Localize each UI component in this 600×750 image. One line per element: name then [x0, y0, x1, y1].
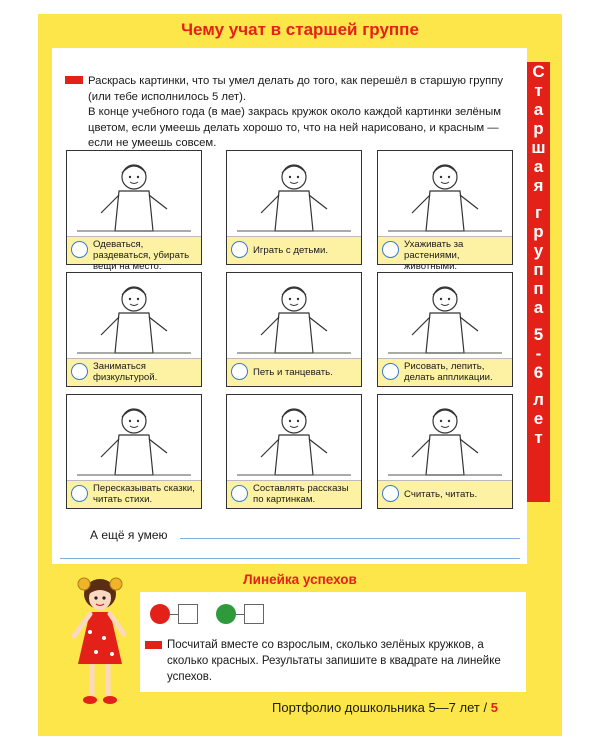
skill-caption: [378, 236, 512, 272]
skill-card: [226, 394, 362, 509]
skill-card: [66, 394, 202, 509]
color-circle[interactable]: [231, 363, 248, 380]
skill-card: [66, 150, 202, 272]
color-circle[interactable]: [382, 485, 399, 502]
skill-caption-text: Играть с детьми.: [253, 245, 329, 256]
playing-ball-icon: [227, 151, 361, 237]
color-circle[interactable]: [71, 241, 88, 258]
skill-caption-text: Заниматься физкультурой.: [93, 361, 158, 383]
color-circle[interactable]: [71, 485, 88, 502]
dog-walking-icon: [378, 151, 512, 237]
skill-caption: [67, 358, 201, 386]
skill-card: [66, 272, 202, 387]
writing-line-1[interactable]: [180, 538, 520, 539]
more-skills-label: А ещё я умею: [90, 528, 168, 542]
red-circle-icon: [150, 604, 170, 624]
page-title: Чему учат в старшей группе: [181, 20, 419, 39]
connector-line: [170, 614, 178, 615]
connector-line: [236, 614, 244, 615]
red-count-box[interactable]: [178, 604, 198, 624]
gymnastics-icon: [67, 273, 201, 359]
success-text-marker: [145, 641, 162, 649]
skill-caption-text: Составлять рассказы по картинкам.: [253, 483, 349, 505]
success-ruler-title: Линейка успехов: [243, 572, 357, 587]
color-circle[interactable]: [382, 241, 399, 258]
skill-caption-text: Пересказывать сказки, читать стихи.: [93, 483, 195, 505]
skill-caption: [227, 236, 361, 264]
skill-caption: [378, 358, 512, 386]
skill-card: [226, 150, 362, 265]
skill-caption-text: Рисовать, лепить, делать аппликации.: [404, 361, 493, 383]
side-tab: [527, 62, 550, 502]
side-tab-label: С т а р ш а я г р у п п а 5 - 6 л е т: [531, 62, 546, 447]
instructions-paragraph-2: В конце учебного года (в мае) закрась кружок около каждой картинки зелёным цветом, если умеешь делать хорошо то, что на ней нарисовано, и красным — если не умеешь совсем.: [88, 106, 501, 149]
drawing-table-icon: [227, 395, 361, 481]
skill-card: [226, 272, 362, 387]
skill-card: [377, 272, 513, 387]
green-circle-icon: [216, 604, 236, 624]
skill-caption-text: Петь и танцевать.: [253, 367, 333, 378]
color-circle[interactable]: [71, 363, 88, 380]
skill-caption: [227, 480, 361, 508]
instruction-marker: [65, 76, 83, 84]
skill-caption-text: Считать, читать.: [404, 489, 478, 500]
success-ruler-text: Посчитай вместе со взрослым, сколько зелёных кружков, а сколько красных. Результаты запишите в квадрате на линейке успехов.: [167, 639, 501, 683]
girl-illustration: [60, 572, 140, 712]
success-ruler: [150, 604, 270, 624]
reading-book-icon: [67, 395, 201, 481]
skill-caption: [378, 480, 512, 508]
green-count-box[interactable]: [244, 604, 264, 624]
footer-text: Портфолио дошкольника 5—7 лет /: [272, 700, 491, 715]
skill-caption: [67, 480, 201, 508]
dressing-child-icon: [67, 151, 201, 237]
instructions: [88, 74, 520, 152]
skill-caption: [67, 236, 201, 272]
skill-card: [377, 394, 513, 509]
page-footer: [272, 700, 498, 715]
skill-card: [377, 150, 513, 272]
instructions-paragraph-1: Раскрась картинки, что ты умел делать до того, как перешёл в старшую группу (или тебе исполнилось 5 лет).: [88, 75, 503, 103]
color-circle[interactable]: [231, 241, 248, 258]
singing-icon: [227, 273, 361, 359]
writing-line-2[interactable]: [60, 558, 520, 559]
color-circle[interactable]: [231, 485, 248, 502]
page-number: 5: [490, 700, 498, 715]
skill-caption-text: Ухаживать за растениями, животными.: [404, 239, 464, 272]
blackboard-icon: [378, 395, 512, 481]
color-circle[interactable]: [382, 363, 399, 380]
painting-easel-icon: [378, 273, 512, 359]
skill-caption: [227, 358, 361, 386]
skill-caption-text: Одеваться, раздеваться, убирать вещи на место.: [93, 239, 190, 272]
